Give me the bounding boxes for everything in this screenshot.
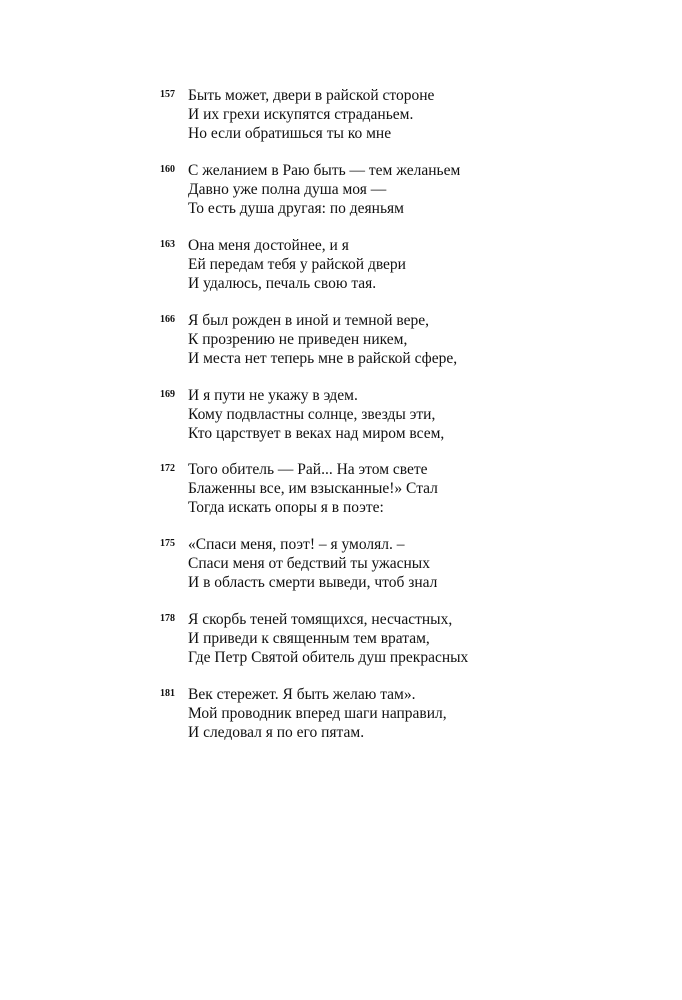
- verse-line: И я пути не укажу в эдем.: [188, 387, 358, 404]
- verse-line: Того обитель — Рай... На этом свете: [188, 461, 428, 478]
- verse-number: 163: [160, 239, 175, 250]
- verse-line: И приведи к священным тем вратам,: [188, 630, 430, 647]
- verse-line: Век стережет. Я быть желаю там».: [188, 686, 416, 703]
- verse-line: Мой проводник вперед шаги направил,: [188, 705, 447, 722]
- verse-line: Где Петр Святой обитель душ прекрасных: [188, 649, 469, 666]
- verse-line: Но если обратишься ты ко мне: [188, 125, 392, 142]
- verse-line: То есть душа другая: по деяньям: [188, 200, 404, 217]
- verse-line: Кому подвластны солнце, звезды эти,: [188, 406, 436, 423]
- verse-line: Давно уже полна душа моя —: [188, 181, 387, 198]
- verse-number: 178: [160, 613, 175, 624]
- verse-line: И места нет теперь мне в райской сфере,: [188, 350, 458, 367]
- verse-line: Тогда искать опоры я в поэте:: [188, 499, 384, 516]
- verse-line: Ей передам тебя у райской двери: [188, 256, 406, 273]
- verse-line: С желанием в Раю быть — тем желаньем: [188, 162, 461, 179]
- verse-number: 175: [160, 538, 175, 549]
- verse-number: 172: [160, 463, 175, 474]
- verse-line: Она меня достойнее, и я: [188, 237, 349, 254]
- verse-line: И их грехи искупятся страданьем.: [188, 106, 414, 123]
- verse-line: Я скорбь теней томящихся, несчастных,: [188, 611, 453, 628]
- verse-line: Быть может, двери в райской стороне: [188, 87, 435, 104]
- verse-number: 169: [160, 389, 175, 400]
- verse-number: 160: [160, 164, 175, 175]
- verse-line: Блаженны все, им взысканные!» Стал: [188, 480, 438, 497]
- verse-number: 181: [160, 688, 175, 699]
- verse-number: 166: [160, 314, 175, 325]
- verse-line: Спаси меня от бедствий ты ужасных: [188, 555, 430, 572]
- verse-line: «Спаси меня, поэт! – я умолял. –: [188, 536, 405, 553]
- verse-number: 157: [160, 89, 175, 100]
- verse-line: И следовал я по его пятам.: [188, 724, 365, 741]
- verse-line: Я был рожден в иной и темной вере,: [188, 312, 430, 329]
- verse-line: К прозрению не приведен никем,: [188, 331, 408, 348]
- verse-line: Кто царствует в веках над миром всем,: [188, 425, 445, 442]
- verse-line: И в область смерти выведи, чтоб знал: [188, 574, 438, 591]
- verse-line: И удалюсь, печаль свою тая.: [188, 275, 377, 292]
